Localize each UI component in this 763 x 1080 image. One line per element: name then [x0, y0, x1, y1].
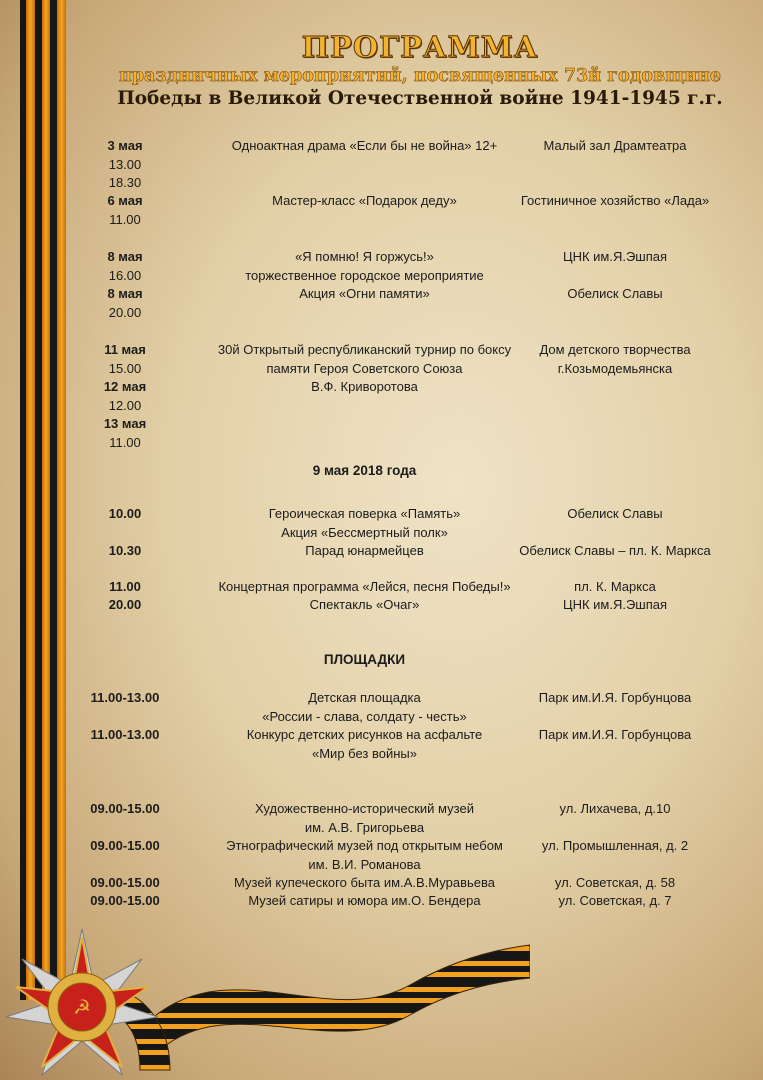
event-venue: ул. Советская, д. 58	[554, 875, 676, 890]
event-title: Героическая поверка «Память»	[268, 506, 461, 521]
event-title: им. В.И. Романова	[308, 856, 421, 872]
event-venue: ул. Промышленная, д. 2	[541, 838, 689, 853]
event-title: 30й Открытый республиканский турнир по боксу	[217, 342, 512, 357]
event-time: 09.00-15.00	[90, 875, 160, 890]
event-title: Парад юнармейцев	[305, 543, 424, 558]
event-time: 10.30	[108, 543, 142, 558]
event-title: Акция «Огни памяти»	[299, 286, 430, 301]
st-george-ribbon-bottom	[110, 930, 530, 1080]
event-time: 09.00-15.00	[90, 893, 160, 908]
page-subtitle-victory: Победы в Великой Отечественной войне 1941-1945 г.г.	[117, 88, 723, 109]
event-title: Детская площадка	[308, 690, 421, 705]
event-time: 09.00-15.00	[90, 801, 160, 816]
event-title: Акция «Бессмертный полк»	[281, 524, 448, 540]
event-title: Художественно-исторический музей	[255, 801, 474, 816]
event-time: 11.00	[109, 579, 141, 594]
event-title: памяти Героя Советского Союза	[266, 360, 463, 376]
event-title: Мастер-класс «Подарок деду»	[272, 193, 457, 208]
event-time: 16.00	[108, 267, 142, 283]
event-time: 11.00-13.00	[90, 690, 160, 705]
event-title: Этнографический музей под открытым небом	[226, 838, 503, 853]
event-venue: Обелиск Славы – пл. К. Маркса	[519, 543, 711, 558]
event-venue: пл. К. Маркса	[574, 579, 656, 594]
event-venue: ЦНК им.Я.Эшпая	[562, 249, 668, 264]
st-george-ribbon-left	[20, 0, 66, 1000]
event-date: 3 мая	[107, 138, 143, 153]
event-title: Спектакль «Очаг»	[309, 597, 420, 612]
event-title: им. А.В. Григорьева	[304, 819, 425, 835]
event-time: 11.00	[109, 434, 141, 450]
event-time: 11.00-13.00	[90, 727, 160, 742]
section-heading-venues: ПЛОЩАДКИ	[323, 652, 406, 667]
patriotic-war-order-icon	[0, 925, 165, 1080]
event-venue: ул. Советская, д. 7	[558, 893, 672, 908]
event-title: Одноактная драма «Если бы не война» 12+	[231, 138, 498, 153]
header	[80, 30, 760, 109]
event-title: «Я помню! Я горжусь!»	[295, 249, 434, 264]
event-time: 11.00	[109, 211, 141, 227]
event-title: Музей купеческого быта им.А.В.Муравьева	[234, 875, 495, 890]
event-time: 13.00	[108, 156, 142, 172]
event-time: 20.00	[108, 597, 142, 612]
event-title: Музей сатиры и юмора им.О. Бендера	[248, 893, 481, 908]
page-subtitle: праздничных мероприятий, посвященных 73й годовщине	[118, 66, 722, 86]
event-venue: г.Козьмодемьянска	[557, 360, 673, 376]
event-venue: Обелиск Славы	[567, 506, 663, 521]
event-venue: Обелиск Славы	[567, 286, 663, 301]
event-venue: Парк им.И.Я. Горбунцова	[538, 690, 692, 705]
event-date: 12 мая	[103, 379, 147, 394]
event-venue: Парк им.И.Я. Горбунцова	[538, 727, 692, 742]
event-date: 8 мая	[107, 249, 143, 264]
event-time: 09.00-15.00	[90, 838, 160, 853]
event-date: 6 мая	[107, 193, 143, 208]
event-title: Концертная программа «Лейся, песня Победы!»	[218, 579, 511, 594]
event-venue: Гостиничное хозяйство «Лада»	[520, 193, 710, 208]
event-title: «России - слава, солдату - честь»	[262, 708, 467, 724]
event-time: 10.00	[108, 506, 142, 521]
event-time: 15.00	[108, 360, 142, 376]
event-date: 8 мая	[107, 286, 143, 301]
event-venue: Малый зал Драмтеатра	[543, 138, 687, 153]
event-date: 13 мая	[103, 416, 147, 431]
event-time: 12.00	[108, 397, 142, 413]
event-venue: Дом детского творчества	[539, 342, 691, 357]
page-title: ПРОГРАММА	[301, 30, 539, 64]
event-description: торжественное городское мероприятие	[245, 267, 484, 283]
event-time: 18.30	[108, 175, 142, 190]
section-heading-may9: 9 мая 2018 года	[312, 463, 417, 478]
event-title: Конкурс детских рисунков на асфальте	[246, 727, 483, 742]
event-venue: ул. Лихачева, д.10	[559, 801, 671, 816]
event-title: «Мир без войны»	[312, 745, 417, 761]
event-date: 11 мая	[104, 342, 146, 357]
event-time: 20.00	[108, 304, 142, 320]
event-title: В.Ф. Криворотова	[311, 379, 418, 394]
svg-text:☭: ☭	[73, 995, 91, 1019]
event-venue: ЦНК им.Я.Эшпая	[562, 597, 668, 612]
